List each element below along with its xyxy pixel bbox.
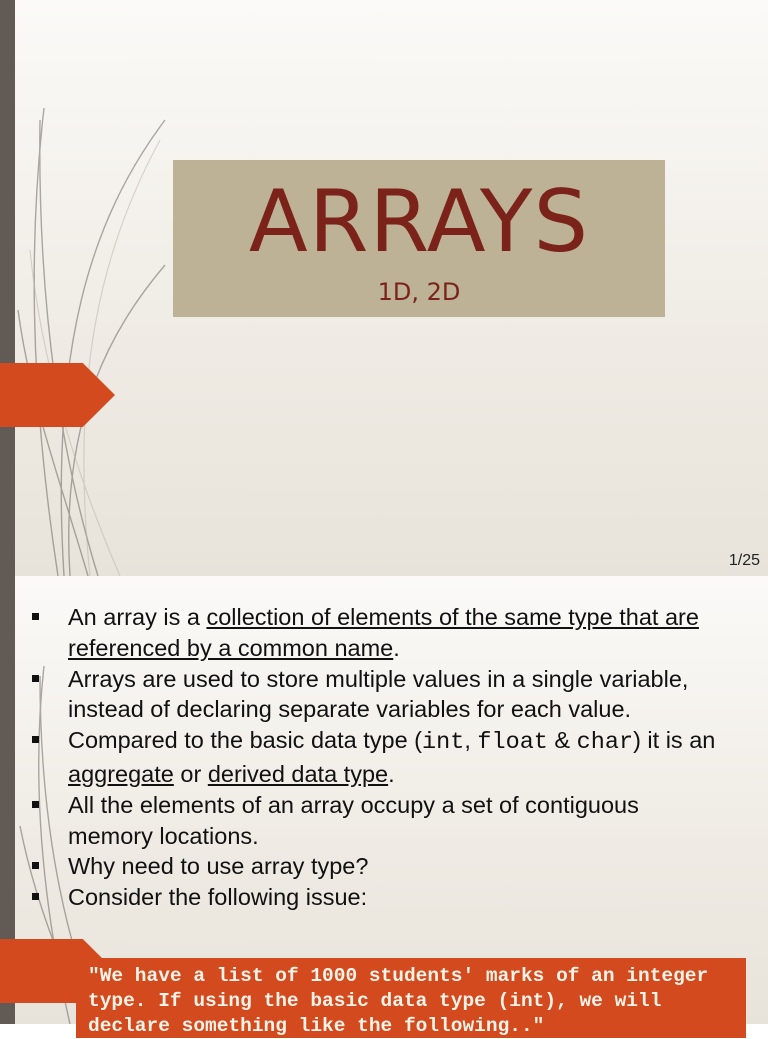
decorative-curves [0,0,180,576]
list-item [30,882,730,913]
bullet-list [30,602,730,913]
slide-title: ARRAYS [248,172,590,272]
content-slide [0,576,768,1037]
list-item [30,725,730,790]
bullet-text: char [576,729,634,757]
list-item [30,790,730,852]
bullet-text: An array is a [68,604,207,630]
bullet-text: float [477,729,548,757]
bullet-marker [32,801,39,808]
bullet-text: int [422,729,465,757]
bullet-text: , [464,727,478,754]
bullet-text: . [388,760,395,787]
title-box [173,160,665,317]
bullet-marker [32,862,39,869]
list-item [30,602,730,664]
list-item [30,664,730,726]
quote-text: "We have a list of 1000 students' marks of an integer type. If using the basic data type (int), we will declare something like the following.." [88,965,720,1037]
list-item [30,851,730,882]
bullet-text: All the elements of an array occupy a set of contiguous memory locations. [68,791,639,849]
bullet-text: Compared to the basic data type ( [68,727,423,754]
page-number: 1/25 [728,552,760,569]
bullet-text: Arrays are used to store multiple values in a single variable, instead of declaring separate variables for each value. [68,665,689,723]
slide-subtitle: 1D, 2D [377,278,461,306]
bullet-text: Consider the following issue: [68,884,368,911]
bullet-text: ) it is an [633,727,716,754]
bullet-marker [32,736,39,743]
bullet-text: aggregate [68,760,174,787]
bullet-text: Why need to use array type? [68,853,369,880]
bullet-marker [32,675,39,682]
bullet-text: derived data type [207,760,389,787]
bullet-marker [32,893,39,900]
bullet-text: collection of elements of the same type that are referenced by a common name [68,604,699,661]
bullet-text: & [547,727,577,754]
bullet-text: . [393,634,400,661]
bullet-text: or [173,760,208,787]
quote-box [76,958,746,1038]
bullet-marker [32,613,39,620]
